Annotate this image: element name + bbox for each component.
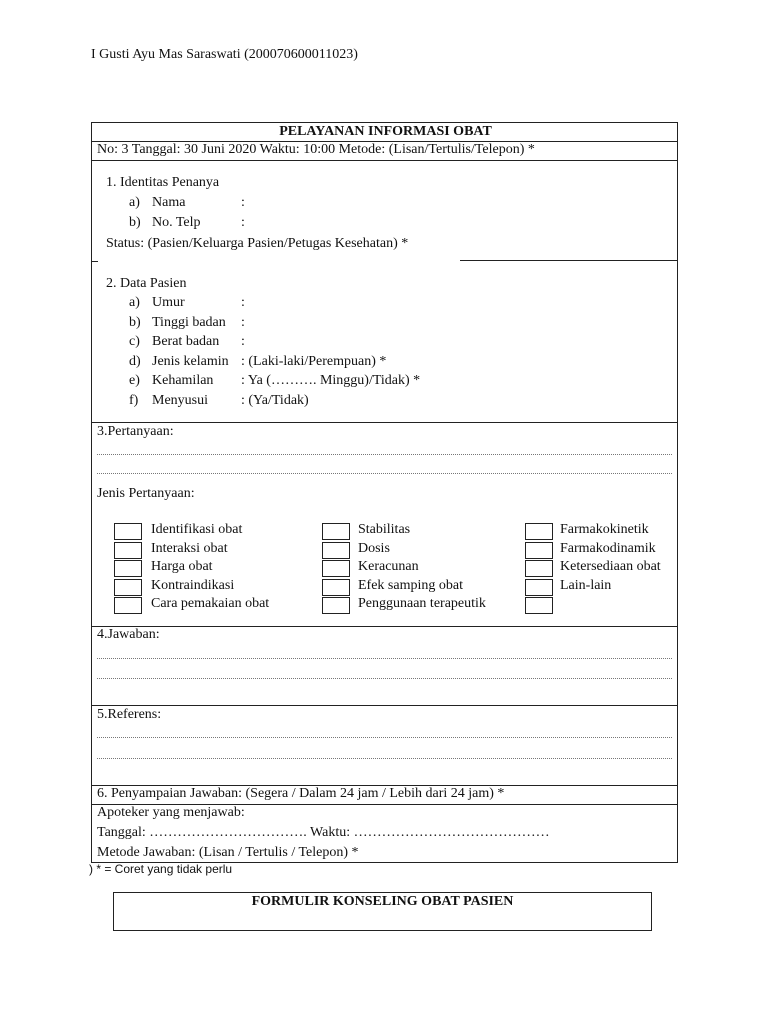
section-pertanyaan-heading: 3.Pertanyaan:	[97, 424, 174, 439]
jenis-pertanyaan-label: Jenis Pertanyaan:	[97, 486, 195, 501]
data-pasien-label: Berat badan	[152, 334, 220, 349]
data-pasien-letter: a)	[129, 295, 140, 310]
section-identitas-heading: 1. Identitas Penanya	[106, 175, 220, 190]
question-type-checkbox[interactable]	[525, 579, 553, 596]
list-letter: a)	[129, 195, 140, 210]
question-type-checkbox[interactable]	[114, 542, 142, 559]
data-pasien-letter: e)	[129, 373, 140, 388]
next-form-box	[113, 892, 652, 931]
divider	[92, 160, 677, 161]
footnote: ) * = Coret yang tidak perlu	[89, 862, 233, 876]
tanggal-waktu-line: Tanggal: ……………………………. Waktu: ……………………………………	[97, 825, 550, 840]
dotted-line	[97, 473, 672, 474]
nama-colon: :	[241, 195, 245, 210]
question-type-label: Lain-lain	[560, 577, 612, 593]
next-form-title: FORMULIR KONSELING OBAT PASIEN	[251, 894, 514, 909]
list-letter: b)	[129, 215, 141, 230]
question-type-label: Harga obat	[151, 559, 213, 574]
data-pasien-value: :	[241, 314, 245, 330]
form-meta: No: 3 Tanggal: 30 Juni 2020 Waktu: 10:00 Metode: (Lisan/Tertulis/Telepon) *	[97, 142, 535, 157]
dotted-line	[97, 758, 672, 759]
question-type-checkbox[interactable]	[114, 523, 142, 540]
data-pasien-label: Tinggi badan	[152, 314, 226, 330]
data-pasien-value: :	[241, 295, 245, 310]
dotted-line	[97, 678, 672, 679]
question-type-checkbox[interactable]	[114, 597, 142, 614]
data-pasien-label: Umur	[152, 295, 185, 310]
data-pasien-letter: c)	[129, 334, 140, 349]
divider	[92, 422, 677, 423]
question-type-checkbox[interactable]	[114, 560, 142, 577]
question-type-label: Penggunaan terapeutik	[358, 596, 486, 611]
question-type-checkbox[interactable]	[322, 579, 350, 596]
data-pasien-label: Kehamilan	[152, 373, 214, 388]
status-line: Status: (Pasien/Keluarga Pasien/Petugas Kesehatan) *	[106, 236, 409, 251]
telp-colon: :	[241, 215, 245, 230]
data-pasien-label: Jenis kelamin	[152, 353, 229, 369]
author-name: I Gusti Ayu Mas Saraswati (200070600011023)	[91, 47, 358, 62]
question-type-checkbox[interactable]	[525, 560, 553, 577]
question-type-label: Identifikasi obat	[151, 522, 243, 537]
drug-information-form	[91, 122, 678, 863]
question-type-checkbox[interactable]	[525, 597, 553, 614]
divider	[460, 260, 677, 261]
dotted-line	[97, 454, 672, 455]
dotted-line	[97, 658, 672, 659]
form-title: PELAYANAN INFORMASI OBAT	[279, 124, 492, 139]
question-type-checkbox[interactable]	[114, 579, 142, 596]
data-pasien-value: : (Ya/Tidak)	[241, 392, 309, 408]
section-referens-heading: 5.Referens:	[97, 707, 162, 722]
section-data-pasien-heading: 2. Data Pasien	[106, 276, 187, 291]
telp-label: No. Telp	[152, 215, 201, 230]
data-pasien-letter: d)	[129, 353, 141, 369]
penyampaian-jawaban-line: 6. Penyampaian Jawaban: (Segera / Dalam 24 jam / Lebih dari 24 jam) *	[97, 786, 505, 801]
nama-label: Nama	[152, 195, 186, 210]
question-type-label: Farmakodinamik	[560, 540, 656, 556]
data-pasien-value: :	[241, 334, 245, 349]
divider-stub	[92, 261, 98, 262]
question-type-checkbox[interactable]	[322, 542, 350, 559]
data-pasien-value: : (Laki-laki/Perempuan) *	[241, 353, 387, 369]
divider	[92, 626, 677, 627]
data-pasien-label: Menyusui	[152, 392, 208, 408]
question-type-checkbox[interactable]	[322, 597, 350, 614]
question-type-label: Cara pemakaian obat	[151, 596, 270, 611]
question-type-label: Efek samping obat	[358, 577, 463, 593]
question-type-label: Stabilitas	[358, 522, 411, 537]
data-pasien-letter: f)	[129, 392, 139, 408]
apoteker-label: Apoteker yang menjawab:	[97, 805, 245, 820]
question-type-label: Keracunan	[358, 559, 419, 574]
question-type-checkbox[interactable]	[525, 542, 553, 559]
question-type-checkbox[interactable]	[322, 523, 350, 540]
question-type-label: Dosis	[358, 540, 390, 556]
divider	[92, 705, 677, 706]
data-pasien-letter: b)	[129, 314, 141, 330]
question-type-label: Farmakokinetik	[560, 522, 649, 537]
question-type-label: Ketersediaan obat	[560, 559, 661, 574]
question-type-label: Kontraindikasi	[151, 577, 235, 593]
section-jawaban-heading: 4.Jawaban:	[97, 627, 160, 642]
data-pasien-value: : Ya (………. Minggu)/Tidak) *	[241, 373, 421, 388]
metode-jawaban-line: Metode Jawaban: (Lisan / Tertulis / Telepon) *	[97, 845, 359, 860]
question-type-checkbox[interactable]	[525, 523, 553, 540]
question-type-label: Interaksi obat	[151, 540, 228, 556]
dotted-line	[97, 737, 672, 738]
question-type-checkbox[interactable]	[322, 560, 350, 577]
